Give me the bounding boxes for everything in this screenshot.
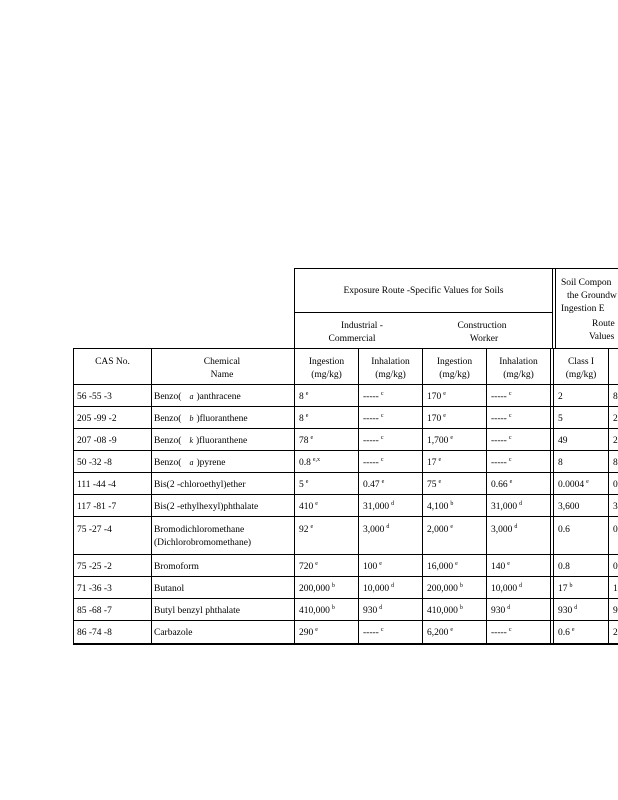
value-text: 8: [299, 392, 304, 402]
value-text: 0.8: [558, 562, 570, 572]
inh2-value-cell: [491, 583, 522, 595]
cas-number-cell: 205 -99 -2: [77, 414, 117, 424]
footnote-marker: e: [305, 479, 309, 485]
value-text: -----: [491, 414, 507, 424]
value-text: 200,000: [427, 584, 458, 594]
cas-number-cell: 56 -55 -3: [77, 392, 112, 402]
exposure-group-heading: Exposure Route -Specific Values for Soils: [343, 286, 504, 296]
inhalation-ic-heading-line2: (mg/kg): [375, 370, 406, 380]
inh2-value-cell: [491, 413, 512, 425]
class1-edge-rule: [608, 348, 609, 645]
inhalation-ic-heading-line1: Inhalation: [371, 357, 410, 367]
ing1-value-cell: [299, 479, 308, 491]
ing1-value-cell: [299, 457, 320, 469]
value-text: -----: [363, 458, 379, 468]
ingestion-cw-heading-line2: (mg/kg): [439, 370, 470, 380]
value-text: 5: [299, 480, 304, 490]
value-text: -----: [491, 458, 507, 468]
clipped-column-cell: 2: [613, 436, 618, 446]
chemical-name-part: )pyrene: [196, 458, 226, 468]
chemical-name-part: )fluoranthene: [196, 436, 248, 446]
value-text: -----: [491, 392, 507, 402]
clipped-column-cell: 8: [613, 392, 618, 402]
class1-value-cell: [558, 435, 568, 447]
value-text: 17: [427, 458, 437, 468]
inh1-value-cell: [363, 501, 394, 513]
inhalation-cw-heading-line1: Inhalation: [499, 357, 538, 367]
inh1-value-cell: [363, 479, 384, 491]
footnote-marker: d: [519, 501, 523, 507]
ingestion-ic-heading-line1: Ingestion: [308, 357, 345, 367]
column-header-top-rule: [73, 348, 618, 349]
footnote-marker: e: [509, 479, 513, 485]
value-text: 3,600: [558, 502, 580, 512]
inh2-class1-rule-a: [550, 348, 551, 645]
cas-number-cell: 75 -27 -4: [77, 525, 112, 535]
inh1-value-cell: [363, 413, 384, 425]
value-text: 1,700: [427, 436, 449, 446]
chemical-name-cell: [154, 479, 246, 491]
chemical-name-locant: b: [189, 414, 194, 423]
value-text: 16,000: [427, 562, 454, 572]
row-rule: [73, 598, 618, 599]
footnote-marker: c: [508, 627, 512, 633]
clipped-column-cell: 0: [613, 480, 618, 490]
cas-number-cell: 85 -68 -7: [77, 606, 112, 616]
chemical-name-part: Bis(2 -ethylhexyl)phthalate: [154, 502, 259, 512]
chemical-name-part: Carbazole: [154, 628, 193, 638]
value-text: 170: [427, 414, 442, 424]
value-text: 49: [558, 436, 568, 446]
value-text: 410,000: [299, 606, 330, 616]
soil-group-heading-line2: the Groundw: [567, 291, 617, 301]
value-text: 200,000: [299, 584, 330, 594]
footnote-marker: e: [315, 501, 318, 507]
value-text: 170: [427, 392, 442, 402]
value-text: -----: [491, 436, 507, 446]
soil-group-heading-line1: Soil Compon: [561, 278, 612, 288]
value-text: -----: [363, 414, 379, 424]
value-text: 3,000: [491, 525, 513, 535]
header-top-rule: [294, 268, 618, 269]
chemical-name-part: Benzo(: [154, 414, 182, 424]
value-text: 2: [558, 392, 563, 402]
ing2-inh2-rule: [486, 348, 487, 645]
footnote-marker: b: [450, 501, 454, 507]
value-text: 10,000: [491, 584, 518, 594]
ing2-value-cell: [427, 391, 446, 403]
clipped-column-cell: 9: [613, 606, 618, 616]
cas-name-rule: [151, 348, 152, 645]
chemical-name-cell: [154, 391, 241, 403]
footnote-marker: e: [310, 524, 314, 530]
footnote-marker: c: [508, 457, 512, 463]
chemical-name-cell: [154, 561, 199, 573]
value-text: -----: [491, 628, 507, 638]
clipped-column-cell: 2: [613, 414, 618, 424]
class1-heading-line1: Class I: [567, 357, 595, 367]
footnote-marker: e: [379, 561, 382, 567]
ing2-value-cell: [427, 413, 446, 425]
ingestion-cw-heading-line1: Ingestion: [436, 357, 473, 367]
clipped-column-cell: 2: [613, 628, 618, 638]
cas-column-heading: CAS No.: [95, 357, 130, 367]
chemical-name-part: Butyl benzyl phthalate: [154, 606, 241, 616]
inh1-value-cell: [363, 435, 384, 447]
ing2-value-cell: [427, 627, 453, 639]
chemical-name-second-line: (Dichlorobromomethane): [154, 538, 252, 548]
chemical-name-cell: [154, 435, 247, 447]
row-rule: [73, 554, 618, 555]
soil-group-rule-b: [555, 268, 556, 349]
clipped-column-cell: 1: [613, 584, 618, 594]
footnote-marker: c: [508, 435, 512, 441]
footnote-marker: d: [507, 605, 511, 611]
chemical-name-part: Bromoform: [154, 562, 199, 572]
table-bottom-rule: [73, 643, 618, 645]
value-text: 8: [299, 414, 304, 424]
soil-group-heading-line5: Values: [589, 332, 615, 342]
footnote-marker: e: [315, 627, 318, 633]
chemical-name-cell: [154, 501, 258, 513]
ing1-value-cell: [299, 627, 318, 639]
ing2-value-cell: [427, 561, 458, 573]
chemical-name-part: Butanol: [154, 584, 185, 594]
cas-number-cell: 207 -08 -9: [77, 436, 117, 446]
chemical-name-cell: [154, 583, 184, 595]
row-rule: [73, 576, 618, 577]
footnote-marker: e: [438, 479, 442, 485]
cas-number-cell: 50 -32 -8: [77, 458, 112, 468]
footnote-marker: e: [438, 457, 442, 463]
cas-number-cell: 86 -74 -8: [77, 628, 112, 638]
footnote-marker: e: [443, 391, 446, 397]
row-rule: [73, 516, 618, 517]
value-text: 0.0004: [558, 480, 585, 490]
inh2-value-cell: [491, 457, 512, 469]
industrial-commercial-heading-line1: Industrial -: [341, 321, 383, 331]
chemical-name-part: )anthracene: [196, 392, 241, 402]
inh1-value-cell: [363, 583, 394, 595]
soil-group-heading-line3: Ingestion E: [561, 304, 605, 314]
inh1-value-cell: [363, 524, 389, 536]
footnote-marker: e: [571, 627, 575, 633]
row-rule: [73, 472, 618, 473]
ing1-value-cell: [299, 605, 335, 617]
chemical-name-part: )fluoranthene: [196, 414, 248, 424]
chemical-name-heading-line1: Chemical: [203, 357, 241, 367]
value-text: 92: [299, 525, 309, 535]
footnote-marker: d: [519, 583, 523, 589]
class1-value-cell: [558, 583, 573, 595]
value-text: 5: [558, 414, 563, 424]
ing2-value-cell: [427, 479, 441, 491]
value-text: 720: [299, 562, 314, 572]
footnote-marker: c: [380, 391, 384, 397]
inh1-value-cell: [363, 605, 382, 617]
value-text: 0.8: [299, 458, 311, 468]
value-text: 0.47: [363, 480, 380, 490]
inh2-value-cell: [491, 435, 512, 447]
value-text: 4,100: [427, 502, 449, 512]
value-text: 930: [363, 606, 378, 616]
footnote-marker: d: [391, 501, 395, 507]
footnote-marker: b: [331, 605, 335, 611]
value-text: 3,000: [363, 525, 385, 535]
inh1-value-cell: [363, 627, 384, 639]
footnote-marker: b: [459, 583, 463, 589]
row-rule: [73, 450, 618, 451]
chemical-name-locant: a: [189, 458, 194, 467]
footnote-marker: d: [391, 583, 395, 589]
class1-value-cell: [558, 605, 577, 617]
footnote-marker: e: [310, 435, 314, 441]
chemical-name-heading-line2: Name: [210, 370, 234, 380]
footnote-marker: e: [450, 524, 454, 530]
value-text: 31,000: [363, 502, 390, 512]
class1-value-cell: [558, 524, 570, 536]
inh2-value-cell: [491, 501, 522, 513]
value-text: 930: [558, 606, 573, 616]
footnote-marker: c: [508, 391, 512, 397]
footnote-marker: c: [380, 627, 384, 633]
class1-value-cell: [558, 457, 563, 469]
value-text: -----: [363, 436, 379, 446]
footnote-marker: e: [455, 561, 458, 567]
cas-number-cell: 117 -81 -7: [77, 502, 117, 512]
ing1-inh1-rule: [358, 348, 359, 645]
value-text: 10,000: [363, 584, 390, 594]
ing1-value-cell: [299, 413, 308, 425]
footnote-marker: c: [380, 457, 384, 463]
inh2-value-cell: [491, 561, 510, 573]
inh1-value-cell: [363, 561, 382, 573]
value-text: 31,000: [491, 502, 518, 512]
cas-number-cell: 75 -25 -2: [77, 562, 112, 572]
column-header-bottom-rule: [73, 384, 618, 385]
ing1-value-cell: [299, 524, 313, 536]
chemical-name-part: Bromodichloromethane: [154, 525, 245, 535]
class1-heading-line2: (mg/kg): [565, 370, 597, 380]
class1-value-cell: [558, 627, 575, 639]
value-text: 0.66: [491, 480, 508, 490]
footnote-marker: e: [586, 479, 589, 485]
cas-number-cell: 71 -36 -3: [77, 584, 112, 594]
value-text: 2,000: [427, 525, 449, 535]
chemical-name-cell: [154, 627, 193, 639]
chemical-name-cell: [154, 457, 225, 469]
ing2-value-cell: [427, 457, 441, 469]
inh2-value-cell: [491, 524, 517, 536]
value-text: 75: [427, 480, 437, 490]
footnote-marker: e: [381, 479, 385, 485]
inh2-class1-rule-b: [553, 348, 554, 645]
ing1-value-cell: [299, 583, 335, 595]
inh2-value-cell: [491, 391, 512, 403]
chemical-name-cell: [154, 524, 244, 536]
value-text: 0.6: [558, 525, 570, 535]
inh2-value-cell: [491, 605, 510, 617]
ing1-value-cell: [299, 561, 318, 573]
footnote-marker: d: [514, 524, 518, 530]
footnote-marker: c: [508, 413, 512, 419]
clipped-column-cell: 3: [613, 502, 618, 512]
chemical-name-part: Benzo(: [154, 392, 182, 402]
footnote-marker: b: [459, 605, 463, 611]
footnote-marker: e: [315, 561, 318, 567]
industrial-commercial-heading-line2: Commercial: [328, 334, 376, 344]
value-text: -----: [363, 392, 379, 402]
construction-worker-heading-line2: Worker: [469, 334, 499, 344]
chemical-name-part: Benzo(: [154, 436, 182, 446]
ingestion-ic-heading-line2: (mg/kg): [311, 370, 342, 380]
value-text: 410,000: [427, 606, 458, 616]
footnote-marker: e: [507, 561, 510, 567]
clipped-column-cell: 8: [613, 458, 618, 468]
clipped-column-cell: 0: [613, 562, 618, 572]
ing1-value-cell: [299, 435, 313, 447]
value-text: 17: [558, 584, 568, 594]
class1-value-cell: [558, 479, 589, 491]
ing2-value-cell: [427, 583, 463, 595]
value-text: 0.6: [558, 628, 570, 638]
footnote-marker: e: [443, 413, 446, 419]
value-text: 140: [491, 562, 506, 572]
subgroup-rule: [295, 312, 552, 313]
footnote-marker: c: [380, 435, 384, 441]
soil-group-rule-a: [552, 268, 553, 349]
footnote-marker: e: [450, 435, 454, 441]
inh1-ing2-rule: [422, 348, 423, 645]
footnote-marker: d: [386, 524, 390, 530]
value-text: 100: [363, 562, 378, 572]
inh2-value-cell: [491, 627, 512, 639]
soil-group-heading-line4: Route: [592, 319, 615, 329]
footnote-marker: e: [305, 391, 309, 397]
ing1-value-cell: [299, 391, 308, 403]
class1-value-cell: [558, 413, 563, 425]
inh1-value-cell: [363, 457, 384, 469]
ing1-value-cell: [299, 501, 318, 513]
footnote-marker: c: [380, 413, 384, 419]
chemical-name-locant: a: [189, 392, 194, 401]
value-text: -----: [363, 628, 379, 638]
class1-value-cell: [558, 561, 570, 573]
chemical-name-part: Bis(2 -chloroethyl)ether: [154, 480, 246, 490]
value-text: 930: [491, 606, 506, 616]
inh1-value-cell: [363, 391, 384, 403]
footnote-marker: b: [331, 583, 335, 589]
ing2-value-cell: [427, 435, 453, 447]
chemical-name-locant: k: [189, 436, 193, 445]
value-text: 8: [558, 458, 563, 468]
table-left-rule: [73, 348, 74, 645]
ing2-value-cell: [427, 524, 453, 536]
ing2-value-cell: [427, 501, 453, 513]
inhalation-cw-heading-line2: (mg/kg): [503, 370, 534, 380]
value-text: 410: [299, 502, 314, 512]
row-rule: [73, 494, 618, 495]
value-text: 78: [299, 436, 309, 446]
footnote-marker: b: [569, 583, 573, 589]
footnote-marker: d: [379, 605, 383, 611]
row-rule: [73, 428, 618, 429]
construction-worker-heading-line1: Construction: [457, 321, 507, 331]
cas-number-cell: 111 -44 -4: [77, 480, 116, 490]
row-rule: [73, 406, 618, 407]
left-rule-values: [294, 268, 295, 645]
footnote-marker: e: [450, 627, 454, 633]
chemical-name-cell: [154, 605, 240, 617]
footnote-marker: e: [305, 413, 309, 419]
value-text: 290: [299, 628, 314, 638]
value-text: 6,200: [427, 628, 449, 638]
chemical-name-part: Benzo(: [154, 458, 182, 468]
class1-value-cell: [558, 391, 563, 403]
inh2-value-cell: [491, 479, 512, 491]
chemical-name-cell: [154, 413, 248, 425]
footnote-marker: e,x: [312, 457, 321, 463]
ing2-value-cell: [427, 605, 463, 617]
class1-value-cell: [558, 501, 579, 513]
footnote-marker: d: [574, 605, 578, 611]
clipped-column-cell: 0: [613, 525, 618, 535]
row-rule: [73, 620, 618, 621]
